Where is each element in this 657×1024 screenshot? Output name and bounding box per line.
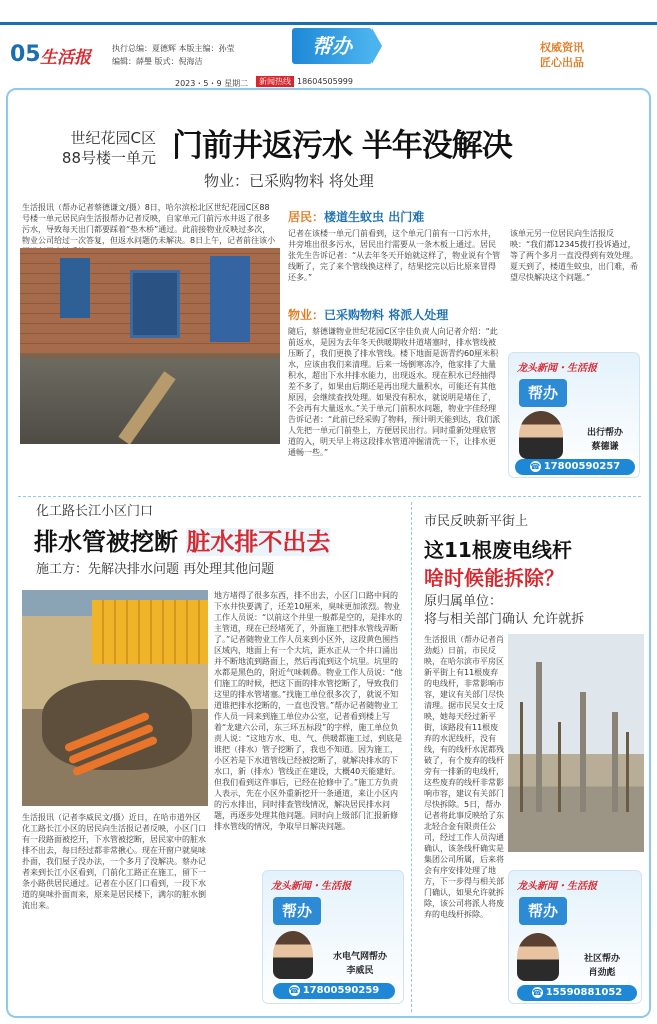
card-logo: 龙头新闻・生活报 (517, 881, 597, 892)
article3-photo (508, 634, 644, 852)
masthead (0, 0, 657, 88)
card-phone-number: 15590881052 (545, 987, 623, 998)
hotline-label: 新闻热线 (256, 76, 294, 87)
reporter-avatar (519, 411, 563, 459)
section-tag: 帮办 (292, 28, 372, 64)
article3-headline-line-1: 这11根废电线杆 (424, 538, 572, 562)
card-badge: 帮办 (519, 897, 567, 925)
card-logo: 龙头新闻・生活报 (271, 881, 351, 892)
card-role: 社区帮办 (583, 954, 620, 964)
phone-icon: ☎ (530, 461, 541, 471)
card-name: 李威民 (346, 966, 374, 976)
staff-credits (112, 42, 235, 68)
blue-door (130, 270, 180, 338)
article2-lead: 生活报讯（记者李威民文/摄）近日，在哈市道外区化工路长江小区的居民向生活报记者反映，小区门口有一段路面被挖开，下水管被挖断，居民家中的脏水排不出去，每日经过都非常揪心。现在开窗户就臭味扑面，我们屋子没办法，一个多月了没解决。蔡办记者来到长江小区看到，门前化工路正在施工，留下一条小路供居民通过。记者在小区门口看到，一段下水道的臭味扑面而来，原来是居民楼下，满尔的脏水倒流出来。 (22, 813, 206, 910)
card-phone-number: 17800590259 (302, 985, 380, 996)
resident-subhead-text: 楼道生蚊虫 出门难 (324, 210, 425, 224)
card-badge: 帮办 (273, 897, 321, 925)
bare-tree (626, 732, 629, 812)
yellow-fence (92, 600, 208, 664)
card-name: 蔡德谦 (591, 442, 619, 452)
paper-logo: 生活报 (40, 48, 91, 68)
article2-kicker: 化工路长江小区门口 (36, 504, 154, 519)
column-divider (411, 502, 412, 1012)
phone-icon: ☎ (289, 985, 300, 995)
card-phone-number: 17800590257 (543, 461, 621, 472)
article2-headline-part1: 排水管被挖断 (34, 528, 187, 556)
article1-kicker (26, 128, 156, 168)
slogan (540, 40, 584, 70)
bare-tree (520, 702, 523, 812)
reporter-avatar (273, 931, 313, 979)
section-divider (18, 496, 641, 497)
card-role: 水电气网帮办 (332, 952, 387, 962)
card-badge: 帮办 (519, 379, 567, 407)
article1-kicker-line-2: 88号楼一单元 (61, 149, 156, 167)
helper-card-community (508, 870, 642, 1004)
resident-column-1: 记者在该楼一单元门前看到，这个单元门前有一口污水井，井旁堆出很多污水，居民出行需要从一条木板上通过。居民张先生告诉记者：“从去年冬天开始就这样了，物业说有个管线断了，完了来个管线换这样了，结果挖完以后比原来冒得还多。” (288, 229, 501, 282)
phone-icon: ☎ (532, 987, 543, 997)
article3-subheadline-line-1: 原归属单位： (424, 594, 503, 609)
issue-date: 2023・5・9 星期二 (175, 79, 249, 88)
resident-subhead-label: 居民： (288, 210, 325, 224)
bare-tree (558, 722, 561, 812)
card-phone (273, 983, 395, 999)
article3-body: 生活报讯（帮办记者肖劲彪）日前，市民反映，在哈尔滨市平房区新平街上有11根废弃的电线杆，非常影响市容，建议有关部门尽快清理。据市民吴女士反映，她每天经过新平街，该路段有11根废弃的水泥线杆，没有线，有的线杆水泥都残破了，有个废弃的线杆旁有一排新的电线杆，这些废弃的线杆非常影响市容，建议有关部门尽快拆除。5日，帮办记者将此事反映给了东北轻合金有限责任公司，经过工作人员沟通确认，该条线杆确实是集团公司所属，后来将会有序安排处理了地方，下一步得与相关部门确认，如果允许就拆除，该公司将派人将废弃的电线杆拆除。 (424, 635, 504, 919)
utility-pole (580, 692, 586, 812)
slogan-line-2: 匠心出品 (540, 56, 584, 69)
article2-headline-part2: 脏水排不出去 (186, 528, 331, 556)
article3-subheadline-line-2: 将与相关部门确认 允许就拆 (424, 612, 585, 627)
hotline-number: 18604505999 (297, 77, 353, 86)
article1-subheadline: 物业：已采购物料 将处理 (204, 172, 374, 190)
article3-kicker: 市民反映新平街上 (424, 514, 529, 529)
utility-pole (536, 662, 542, 812)
blue-door (210, 256, 250, 342)
card-role: 出行帮办 (586, 428, 623, 438)
article1-photo (20, 248, 280, 444)
property-column: 随后，蔡德谦物业世纪花园C区字佳负责人向记者介绍：“此前返水，是因为去年冬天供暖期收井道堵塞时，排水管线被压断了，我们更换了排水管线。楼下地面是沥青约60厘米积水，应该由我们来清理。后来一场倒寒冻冷，他家排了大量积水，超出下水井排水能力，出现返水。现在积水已经抽得差不多了，如果由后期还是再出现大量积水，可能还有其他原因，会继续查找处理。如果没有积水，就说明是堵住了，不会再有大量返水。”关于单元门前积水问题，物业字佳经理告诉记者：“此前已经采购了物料，预计明天能到达，我们派人先把一单元门前垫上，方便居民出行。同时重新处理底管道的入，明天早上将这段排水管道冲掘清洗一下，让排水更通畅一些。” (288, 327, 501, 457)
blue-door (60, 258, 90, 318)
page-number: 05 (10, 42, 41, 67)
article2-body: 地方堵得了很多东西，排不出去，小区门口路中间的下水井快要满了，还差10厘米，臭味更加浓烈。物业工作人员说：“以前这个井里一般都是空的，是排水的主管道，现在已经堵死了，外面施工把排水管线弄断了。”记者随物业工作人员来到小区外，这段黄色围挡区域内，地面上有一个大坑，距水正从一个井口涌出并不断地流到路面上，然后再流到这个坑里。坑里的水都是黑色的，附近气味刺鼻。物业工作人员说：“他们施工的时候，把这下面的排水管挖断了，导致我们这里的排水管堵塞。”找施工单位很多次了，就说不知道谁把排水挖断的，一直也没管。”帮办记者随物业工作人员一同来到施工单位办公室，记者看到楼上写着“龙建六公司，东三环五标段”的字样，施工单位负责人说：“这地方水、电、气、供暖都施工过，到底是谁把（排水）管子挖断了，我也不知道。因为施工，小区若是下水道管线已经被挖断了，就解决排水的下水口，新（排水）管线正在建设，大概40天能建好。但我们看到这件事后，已经在抢修中了。”施工方负责人表示，先在小区外重新挖开一条通道，来让小区内的污水排出，同时排查管线情况，解决居民排水问题，再逐步处理其他问题。同时向上级部门汇报新修排水管线的情况，争取早日解决问题。 (214, 591, 403, 831)
staff-line-1: 执行总编：夏德辉 本版主编：孙莹 (112, 44, 235, 53)
utility-pole (612, 712, 618, 812)
property-subhead-text: 已采购物料 将派人处理 (324, 308, 449, 322)
article1-kicker-line-1: 世纪花园C区 (70, 129, 156, 147)
card-name: 肖劲彪 (588, 968, 616, 978)
article2-photo (22, 590, 208, 806)
news-hotline (256, 76, 353, 87)
card-logo: 龙头新闻・生活报 (517, 363, 597, 374)
resident-column-2: 该单元另一位居民向生活报反映：“我们都12345拨打投诉過过，等了两个多月一直没得到有效处理。夏天到了，楼道生蚊虫，出门难，希望尽快解决这个问题。” (510, 229, 638, 282)
card-phone (515, 459, 635, 475)
helper-card-travel (508, 352, 640, 478)
reporter-avatar (517, 933, 559, 981)
helper-card-utilities (262, 870, 404, 1004)
article1-lead: 生活报讯（帮办记者蔡德谦文/摄）8日，哈尔滨松北区世纪花园C区88号楼一单元居民向生活报帮办记者反映，自家单元门前污水井返了很多污水，导致每天出门都要踩着“垫木桥”通过。此前接物业反映过多次，物业公司给过一次答复，但返水问题仍未解决。8日上午，记者前往该小 (22, 203, 276, 245)
staff-line-2: 编辑：薛璺 版式：倪海洁 (112, 57, 203, 66)
article2-subheadline: 施工方：先解决排水问题 再处理其他问题 (36, 562, 275, 577)
masthead-rule (0, 22, 657, 25)
article1-headline: 门前井返污水 半年没解决 (172, 128, 512, 164)
article3-headline-line-2: 啥时候能拆除？ (424, 566, 564, 590)
article2-headline (34, 522, 330, 557)
slogan-line-1: 权威资讯 (540, 41, 584, 54)
property-subhead (288, 306, 448, 323)
property-subhead-label: 物业： (288, 308, 325, 322)
card-phone (517, 985, 637, 1001)
resident-subhead (288, 208, 424, 225)
page-frame (6, 88, 651, 1018)
